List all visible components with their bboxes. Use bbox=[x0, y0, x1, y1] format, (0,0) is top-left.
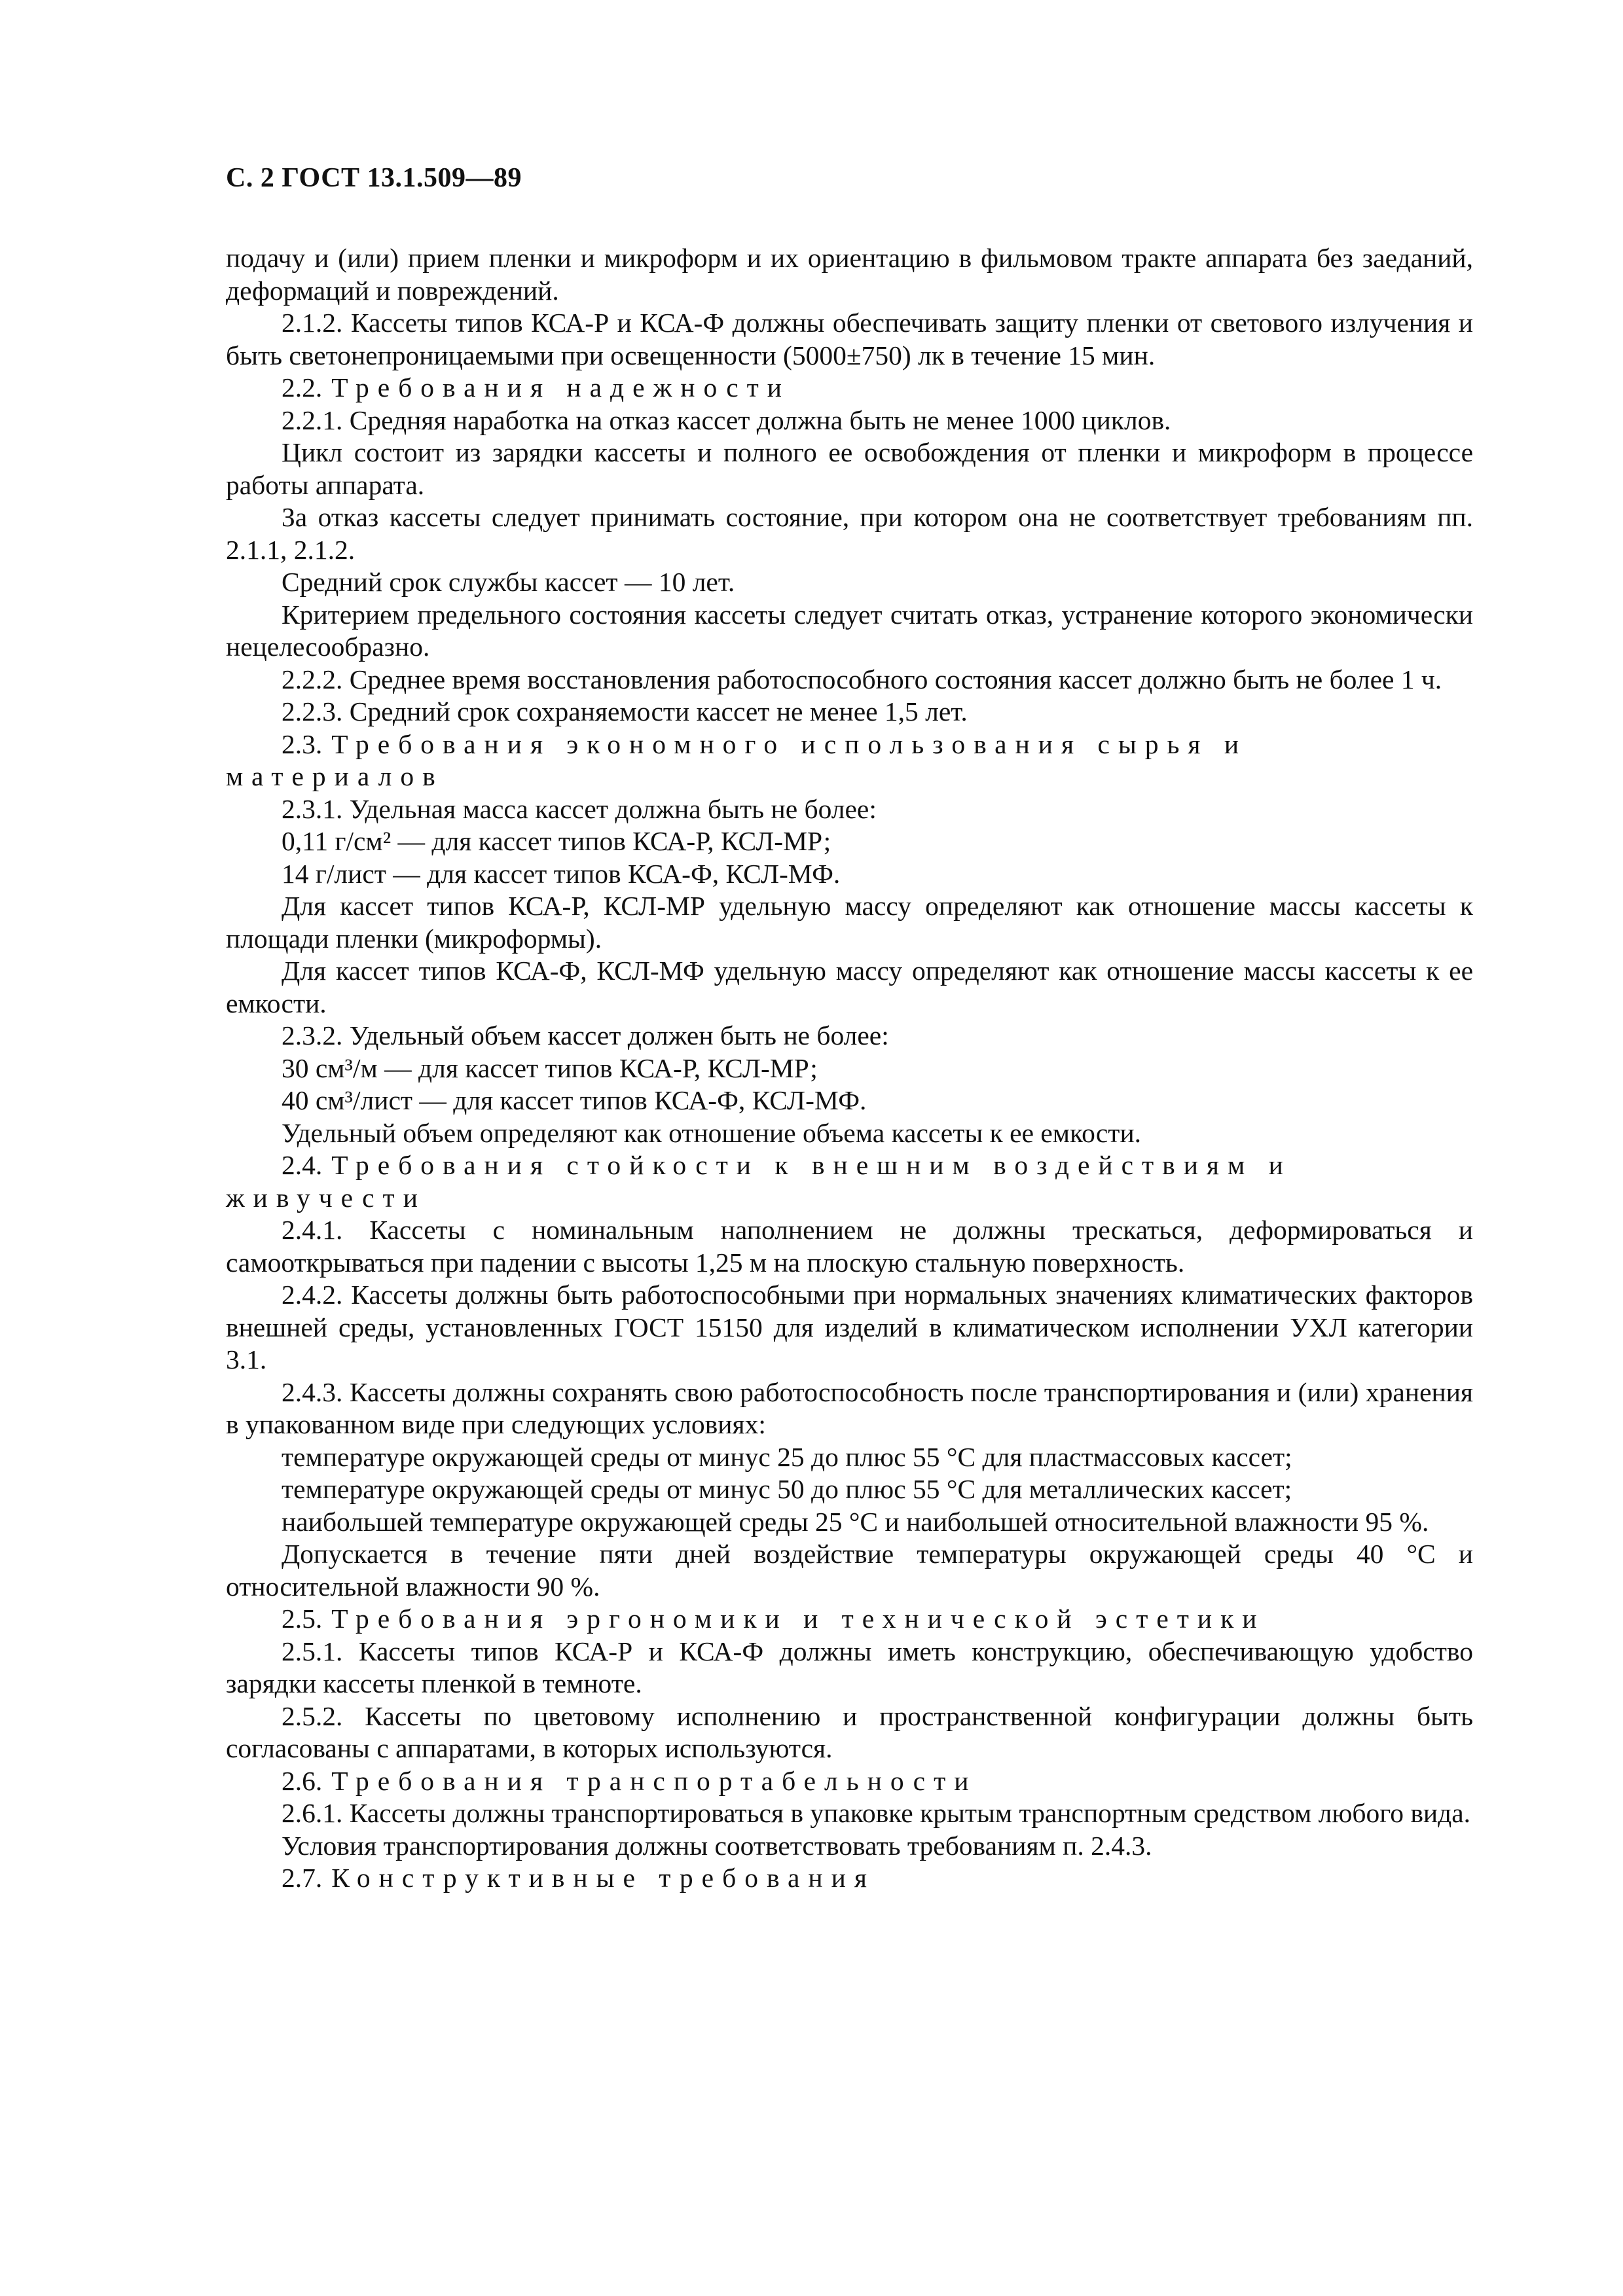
section-number: 2.5. bbox=[282, 1604, 323, 1634]
paragraph: Допускается в течение пяти дней воздействие температуры окружающей среды 40 °С и относительной влажности 90 %. bbox=[226, 1539, 1473, 1602]
section-heading bbox=[226, 372, 1473, 404]
paragraph: Средний срок службы кассет — 10 лет. bbox=[282, 567, 735, 597]
paragraph: 14 г/лист — для кассет типов КСА-Ф, КСЛ-МФ. bbox=[282, 858, 841, 889]
paragraph: Удельный объем определяют как отношение объема кассеты к ее емкости. bbox=[282, 1117, 1142, 1148]
paragraph: 2.4.3. Кассеты должны сохранять свою работоспособность после транспортирования и (или) хранения в упакованном виде при следующих условиях: bbox=[226, 1376, 1473, 1439]
paragraph: температуре окружающей среды от минус 50 до плюс 55 °С для металлических кассет; bbox=[282, 1474, 1292, 1504]
section-number: 2.2. bbox=[282, 372, 323, 403]
section-title: Требования экономного использования сырья и материалов bbox=[226, 728, 1248, 791]
paragraph: наибольшей температуре окружающей среды 25 °С и наибольшей относительной влажности 95 %. bbox=[282, 1506, 1429, 1537]
section-heading bbox=[226, 1765, 1473, 1798]
paragraph: 40 см³/лист — для кассет типов КСА-Ф, КСЛ-МФ. bbox=[282, 1085, 867, 1115]
section-title: Требования надежности bbox=[331, 372, 790, 403]
section-title: Требования эргономики и технической эстетики bbox=[331, 1604, 1266, 1634]
section-title: Конструктивные требования bbox=[331, 1863, 875, 1893]
section-heading bbox=[226, 1862, 1473, 1895]
paragraph: 2.6.1. Кассеты должны транспортироваться в упаковке крытым транспортным средством любого вида. bbox=[282, 1798, 1471, 1828]
section-number: 2.3. bbox=[282, 728, 323, 759]
paragraph: подачу и (или) прием пленки и микроформ и их ориентацию в фильмовом тракте аппарата без заеданий, деформаций и повреждений. bbox=[226, 243, 1473, 306]
paragraph: Условия транспортирования должны соответствовать требованиям п. 2.4.3. bbox=[282, 1830, 1152, 1861]
paragraph: температуре окружающей среды от минус 25 до плюс 55 °С для пластмассовых кассет; bbox=[282, 1441, 1292, 1472]
paragraph: 2.3.1. Удельная масса кассет должна быть не более: bbox=[282, 793, 877, 824]
paragraph: 2.3.2. Удельный объем кассет должен быть не более: bbox=[282, 1020, 889, 1050]
section-title: Требования транспортабельности bbox=[331, 1765, 977, 1796]
paragraph: 2.4.1. Кассеты с номинальным наполнением не должны трескаться, деформироваться и самооткрываться при падении с высоты 1,25 м на плоскую стальную поверхность. bbox=[226, 1215, 1473, 1278]
paragraph: Для кассет типов КСА-Р, КСЛ-МР удельную массу определяют как отношение массы кассеты к площади пленки (микроформы). bbox=[226, 891, 1473, 954]
section-number: 2.4. bbox=[282, 1150, 323, 1180]
page-header: С. 2 ГОСТ 13.1.509—89 bbox=[226, 163, 522, 193]
section-heading bbox=[226, 1149, 1473, 1214]
section-number: 2.7. bbox=[282, 1863, 323, 1893]
paragraph: Критерием предельного состояния кассеты следует считать отказ, устранение которого экономически нецелесообразно. bbox=[226, 599, 1473, 662]
paragraph: Цикл состоит из зарядки кассеты и полного ее освобождения от пленки и микроформ в процессе работы аппарата. bbox=[226, 437, 1473, 500]
paragraph: 2.2.2. Среднее время восстановления работоспособного состояния кассет должно быть не более 1 ч. bbox=[282, 664, 1442, 694]
paragraph: 2.2.3. Средний срок сохраняемости кассет не менее 1,5 лет. bbox=[282, 696, 968, 726]
paragraph: 2.4.2. Кассеты должны быть работоспособными при нормальных значениях климатических факторов внешней среды, установленных ГОСТ 15150 для изделий в климатическом исполнении УХЛ категории 3.1. bbox=[226, 1280, 1473, 1374]
section-heading bbox=[226, 728, 1473, 793]
section-title: Требования стойкости к внешним воздействиям и живучести bbox=[226, 1150, 1292, 1213]
paragraph: 30 см³/м — для кассет типов КСА-Р, КСЛ-МР; bbox=[282, 1052, 818, 1083]
paragraph: 2.1.2. Кассеты типов КСА-Р и КСА-Ф должны обеспечивать защиту пленки от светового излучения и быть светонепроницаемыми при освещенности (5000±750) лк в течение 15 мин. bbox=[226, 308, 1473, 370]
section-number: 2.6. bbox=[282, 1765, 323, 1796]
paragraph: 2.2.1. Средняя наработка на отказ кассет должна быть не менее 1000 циклов. bbox=[282, 404, 1171, 435]
paragraph: 2.5.2. Кассеты по цветовому исполнению и пространственной конфигурации должны быть согласованы с аппаратами, в которых используются. bbox=[226, 1700, 1473, 1763]
section-heading bbox=[226, 1603, 1473, 1636]
paragraph: Для кассет типов КСА-Ф, КСЛ-МФ удельную массу определяют как отношение массы кассеты к ее емкости. bbox=[226, 956, 1473, 1018]
paragraph: 2.5.1. Кассеты типов КСА-Р и КСА-Ф должны иметь конструкцию, обеспечивающую удобство зарядки кассеты пленкой в темноте. bbox=[226, 1636, 1473, 1698]
paragraph: 0,11 г/см² — для кассет типов КСА-Р, КСЛ-МР; bbox=[282, 826, 831, 856]
paragraph: За отказ кассеты следует принимать состояние, при котором она не соответствует требованиям пп. 2.1.1, 2.1.2. bbox=[226, 502, 1473, 565]
document-body bbox=[226, 242, 1473, 1895]
